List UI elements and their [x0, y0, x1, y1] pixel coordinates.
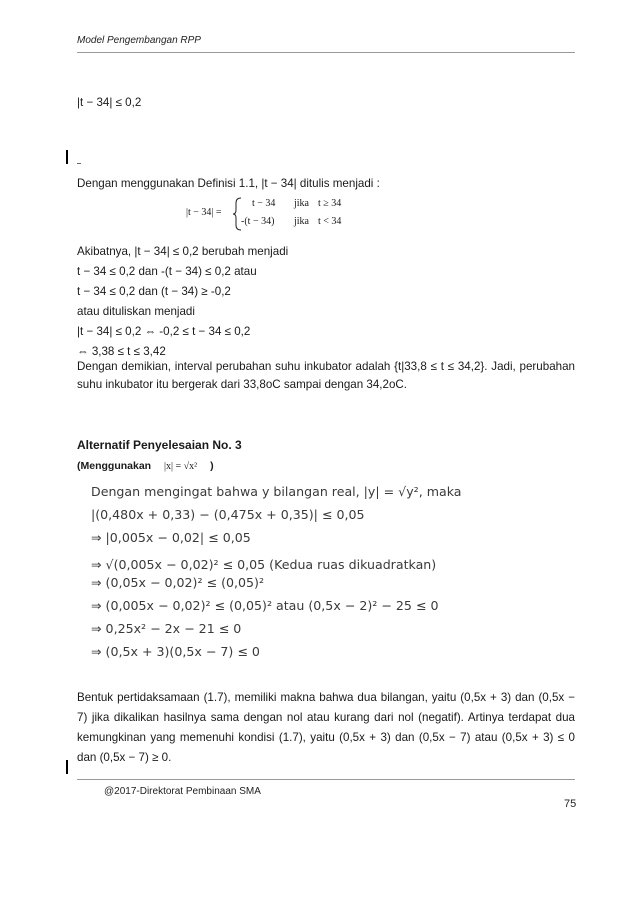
subheading-suffix: )	[210, 460, 214, 472]
explanation-paragraph: Bentuk pertidaksamaan (1.7), memiliki makna bahwa dua bilangan, yaitu (0,5x + 3) dan (0,5x − 7) jika dikalikan hasilnya sama dengan nol atau kurang dari nol (negatif). Artinya terdapat dua kemungkinan yang memenuhi kondisi (1.7), yaitu (0,5x + 3) dan (0,5x − 7) atau (0,5x + 3) ≤ 0 dan (0,5x − 7) ≥ 0.	[77, 691, 575, 764]
equation-line-3: ⇒ |0,005x − 0,02| ≤ 0,05	[91, 530, 251, 545]
header-title: Model Pengembangan RPP	[77, 35, 201, 46]
equation-line-6: ⇒ (0,005x − 0,02)² ≤ (0,05)² atau (0,5x − 2)² − 25 ≤ 0	[91, 598, 439, 613]
case2-word: jika	[294, 216, 309, 227]
case1-expression: t − 34	[252, 198, 276, 209]
case1-word: jika	[294, 198, 309, 209]
equation-line-2: |(0,480x + 0,33) − (0,475x + 0,35)| ≤ 0,05	[91, 507, 365, 522]
equation-line-5: ⇒ (0,05x − 0,02)² ≤ (0,05)²	[91, 575, 264, 590]
section-subheading	[77, 460, 214, 472]
akibatnya-line: Akibatnya, |t − 34| ≤ 0,2 berubah menjadi	[77, 245, 289, 258]
piecewise-lhs: |t − 34| =	[186, 207, 222, 218]
footer-divider	[77, 779, 575, 780]
subheading-prefix: (Menggunakan	[77, 460, 152, 472]
page-number: 75	[564, 798, 577, 810]
header-divider	[77, 52, 575, 53]
margin-mark-bottom	[66, 760, 68, 774]
case2-condition: t < 34	[318, 216, 342, 227]
step-line-4: |t − 34| ≤ 0,2 ⇔ -0,2 ≤ t − 34 ≤ 0,2	[77, 325, 251, 338]
subheading-formula: |x| = √x²	[164, 461, 198, 472]
step-line-5: ⇔ 3,38 ≤ t ≤ 3,42	[77, 345, 166, 358]
step-line-3: atau dituliskan menjadi	[77, 305, 195, 318]
case1-condition: t ≥ 34	[318, 198, 342, 209]
case2-expression: -(t − 34)	[241, 216, 275, 227]
small-dash	[77, 163, 81, 164]
equation-line-7: ⇒ 0,25x² − 2x − 21 ≤ 0	[91, 621, 242, 636]
step-line-1: t − 34 ≤ 0,2 dan -(t − 34) ≤ 0,2 atau	[77, 265, 257, 278]
conclusion-paragraph: Dengan demikian, interval perubahan suhu inkubator adalah {t|33,8 ≤ t ≤ 34,2}. Jadi, perubahan suhu inkubator itu bergerak dari 33,8oC sampai dengan 34,2oC.	[77, 360, 575, 391]
equation-line-1: Dengan mengingat bahwa y bilangan real, |y| = √y², maka	[91, 484, 462, 499]
equation-line-4: ⇒ √(0,005x − 0,02)² ≤ 0,05 (Kedua ruas dikuadratkan)	[91, 557, 437, 572]
inequality-line: |t − 34| ≤ 0,2	[77, 96, 142, 109]
footer-text: @2017-Direktorat Pembinaan SMA	[104, 786, 261, 797]
definisi-line: Dengan menggunakan Definisi 1.1, |t − 34| ditulis menjadi :	[77, 177, 380, 190]
section-heading: Alternatif Penyelesaian No. 3	[77, 438, 242, 452]
margin-mark	[66, 150, 68, 164]
equation-line-8: ⇒ (0,5x + 3)(0,5x − 7) ≤ 0	[91, 644, 260, 659]
step-line-2: t − 34 ≤ 0,2 dan (t − 34) ≥ -0,2	[77, 285, 231, 298]
